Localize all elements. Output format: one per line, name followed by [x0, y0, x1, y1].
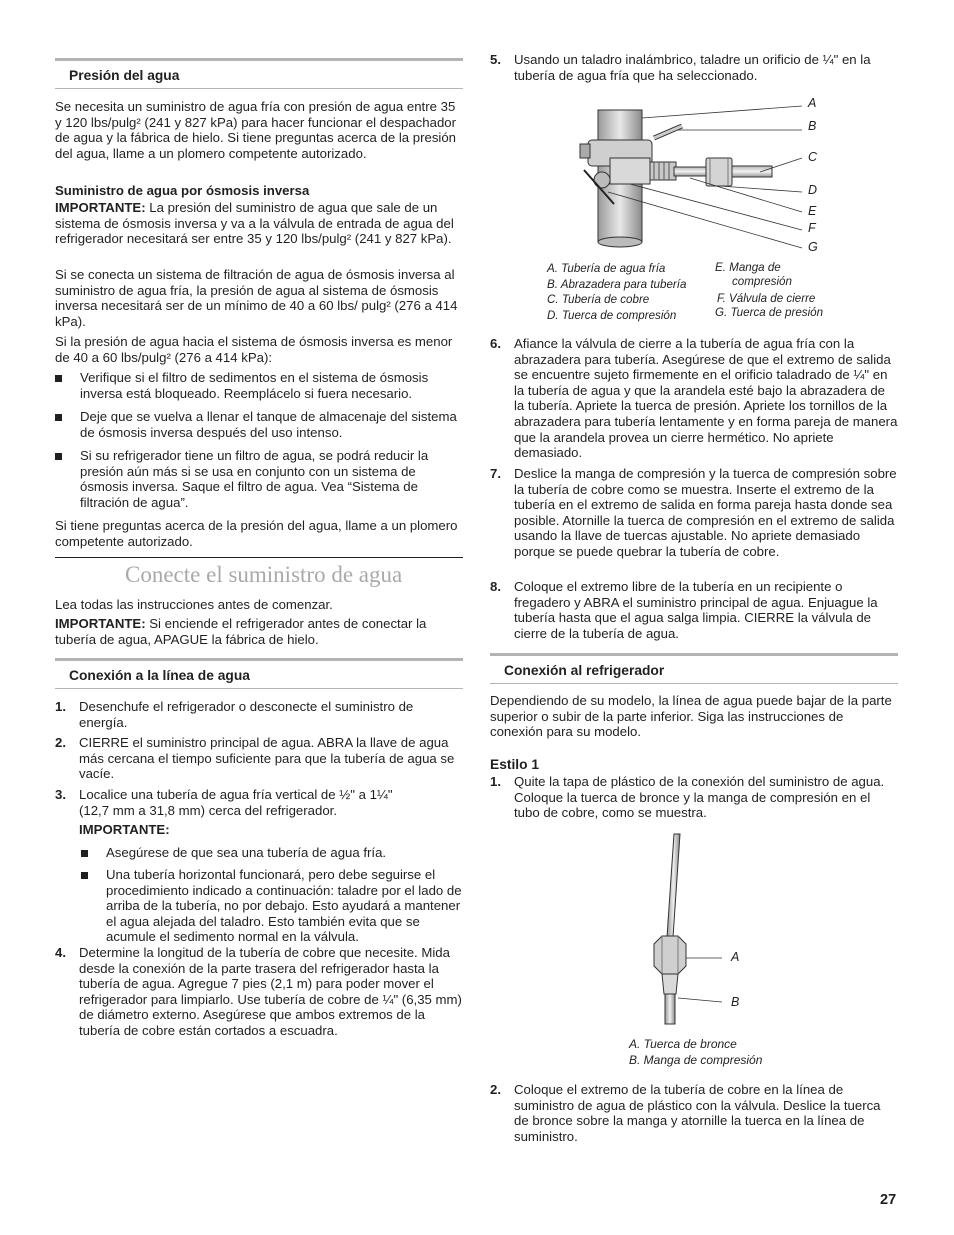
paragraph: Dependiendo de su modelo, la línea de agua puede bajar de la parte superior o subir de la parte inferior. Siga las instrucciones de conexión para su modelo. [490, 693, 892, 740]
list-item-text: Verifique si el filtro de sedimentos en el sistema de ósmosis inversa está bloqueado. Reemplácelo si fuera necesario. [80, 370, 429, 401]
step-number: 5. [490, 52, 501, 67]
section-header-presion [55, 58, 463, 89]
bullet-square [81, 850, 88, 857]
important-text: Si enciende el refrigerador antes de conectar la tubería de agua, APAGUE la fábrica de hielo. [55, 616, 427, 647]
step-text: Deslice la manga de compresión y la tuerca de compresión sobre la tubería de cobre como se muestra. Inserte el extremo de la tubería en el extremo de salida en forma pareja hasta donde sea posible. Atornille la tuerca de compresión en el extremo de salida usando la llave de tuercas ajustable. No apriete demasiado porque se puede quebrar la tubería de cobre. [514, 466, 897, 559]
subheading-osmosis: Suministro de agua por ósmosis inversa [55, 183, 310, 198]
caption: A. Tubería de agua fría [547, 262, 666, 275]
figure-label: E [808, 204, 817, 218]
step-number: 6. [490, 336, 501, 351]
important-text: La presión del suministro de agua que sale de un sistema de ósmosis inversa y va a la válvula de entrada de agua del refrigerador necesitará ser entre 35 y 120 lbs/pulg² (241 y 827 kPa). [55, 200, 454, 247]
figure-label: B [731, 995, 740, 1009]
section-header-label: Presión del agua [69, 68, 180, 83]
step-number: 1. [55, 699, 66, 714]
step-text: Afiance la válvula de cierre a la tubería de agua fría con la abrazadera para tubería. Asegúrese de que el extremo de salida se encuentre sujeto firmemente en el orificio taladrado de ¼" en la tubería de agua y que la arandela esté bajo la abrazadera de la tubería. Apriete la tuerca de presión. Apriete los tornillos de la abrazadera para tubería lentamente y en forma pareja de manera que la arandela provea un cierre hermético. No apriete demasiado. [514, 336, 898, 461]
figure-label: G [808, 240, 818, 254]
subheading-estilo: Estilo 1 [490, 757, 540, 772]
step-number: 8. [490, 579, 501, 594]
list-item-text: Deje que se vuelva a llenar el tanque de almacenaje del sistema de ósmosis inversa después del uso intenso. [80, 409, 457, 440]
caption: B. Abrazadera para tubería [547, 277, 687, 291]
important-label: IMPORTANTE: [55, 200, 146, 215]
caption: D. Tuerca de compresión [547, 308, 677, 322]
paragraph: Si se conecta un sistema de filtración de agua de ósmosis inversa al suministro de agua fría, la presión de agua al sistema de ósmosis inversa necesitará ser de un mínimo de 40 a 60 lbs/ pulg² (276 a 414 kPa). [55, 267, 458, 329]
caption: G. Tuerca de presión [715, 306, 824, 319]
bullet-square [55, 453, 62, 460]
figure-label: C [808, 150, 818, 164]
figure-label: B [808, 119, 817, 133]
caption-list-left [547, 261, 686, 323]
list-item-text: Una tubería horizontal funcionará, pero debe seguirse el procedimiento indicado a continuación: taladre por el lado de arriba de la tubería, no por debajo. Esto ayudará a mantener el agua alejada del taladro. Esto también evita que se acumule el sedimento normal en la válvula. [106, 867, 462, 945]
step-text: Coloque el extremo libre de la tubería en un recipiente o fregadero y ABRA el suministro principal de agua. Enjuague la tubería hasta que el agua salga limpia. CIERRE la válvula de cierre de la tubería de agua. [514, 579, 878, 641]
caption: B. Manga de compresión [629, 1052, 763, 1067]
step-number: 7. [490, 466, 501, 481]
step-text: Coloque el extremo de la tubería de cobre en la línea de suministro de agua de plástico con la válvula. Deslice la tuerca de bronce sobre la manga y atornille la tuerca en la línea de suministro. [514, 1082, 881, 1144]
caption: F. Válvula de cierre [717, 292, 816, 305]
list-item-text: Asegúrese de que sea una tubería de agua fría. [106, 845, 387, 860]
step-text: CIERRE el suministro principal de agua. ABRA la llave de agua más cercana el tiempo suficiente para que la tubería de agua se vacíe. [79, 735, 455, 782]
step-number: 2. [490, 1082, 501, 1097]
caption-list-right [715, 261, 823, 320]
divider [55, 557, 463, 558]
section-header-refrigerador [490, 653, 898, 684]
bullet-square [81, 872, 88, 879]
step-text: Localice una tubería de agua fría vertical de ½" a 1¼" (12,7 mm a 31,8 mm) cerca del refrigerador. [79, 787, 393, 818]
section-header-label: Conexión a la línea de agua [69, 668, 250, 683]
figure-label: F [808, 221, 816, 235]
page-number: 27 [880, 1192, 897, 1208]
section-header-conexion [55, 658, 463, 689]
bullet-square [55, 375, 62, 382]
caption: E. Manga de [715, 261, 781, 274]
paragraph: Lea todas las instrucciones antes de comenzar. [55, 597, 333, 612]
caption: A. Tuerca de bronce [629, 1037, 737, 1051]
step-number: 2. [55, 735, 66, 750]
step-number: 4. [55, 945, 66, 960]
paragraph: Si la presión de agua hacia el sistema de ósmosis inversa es menor de 40 a 60 lbs/pulg² (276 a 414 kPa): [55, 334, 453, 365]
important-label: IMPORTANTE: [79, 822, 170, 837]
paragraph: Se necesita un suministro de agua fría con presión de agua entre 35 y 120 lbs/pulg² (241 y 827 kPa) para hacer funcionar el despachador de agua y la fábrica de hielo. Si tiene preguntas acerca de la presión del agua, llame a un plomero competente autorizado. [55, 99, 457, 161]
step-text: Desenchufe el refrigerador o desconecte el suministro de energía. [79, 699, 414, 730]
paragraph: Si tiene preguntas acerca de la presión del agua, llame a un plomero competente autorizado. [55, 518, 458, 549]
bullet-square [55, 414, 62, 421]
step-text: Determine la longitud de la tubería de cobre que necesite. Mida desde la conexión de la parte trasera del refrigerador hasta la tubería de agua. Agregue 7 pies (2,1 m) para poder mover el refrigerador para limpiarlo. Use tubería de cobre de ¼" (6,35 mm) de diámetro externo. Asegúrese que ambos extremos de la tubería de cobre están cortados a escuadra. [79, 945, 462, 1038]
step-number: 1. [490, 774, 501, 789]
step-number: 3. [55, 787, 66, 802]
figure-label: D [808, 183, 818, 197]
figure-label: A [731, 950, 740, 964]
paragraph-important [55, 200, 463, 247]
step-text: Quite la tapa de plástico de la conexión del suministro de agua. Coloque la tuerca de bronce y la manga de compresión en el tubo de cobre, como se muestra. [514, 774, 885, 821]
list-item-text: Si su refrigerador tiene un filtro de agua, se podrá reducir la presión aún más si se usa en conjunto con un sistema de ósmosis inversa. Saque el filtro de agua. Vea “Sistema de filtración de agua”. [80, 448, 429, 510]
caption-list [629, 1037, 762, 1068]
caption: compresión [732, 275, 792, 288]
caption: C. Tubería de cobre [547, 293, 650, 307]
step-text: Usando un taladro inalámbrico, taladre un orificio de ¼" en la tubería de agua fría que ha seleccionado. [514, 52, 871, 83]
figure-label: A [808, 96, 817, 110]
paragraph-important [55, 616, 463, 647]
important-label: IMPORTANTE: [55, 616, 146, 631]
page-title: Conecte el suministro de agua [125, 562, 403, 587]
section-header-label: Conexión al refrigerador [504, 663, 665, 678]
